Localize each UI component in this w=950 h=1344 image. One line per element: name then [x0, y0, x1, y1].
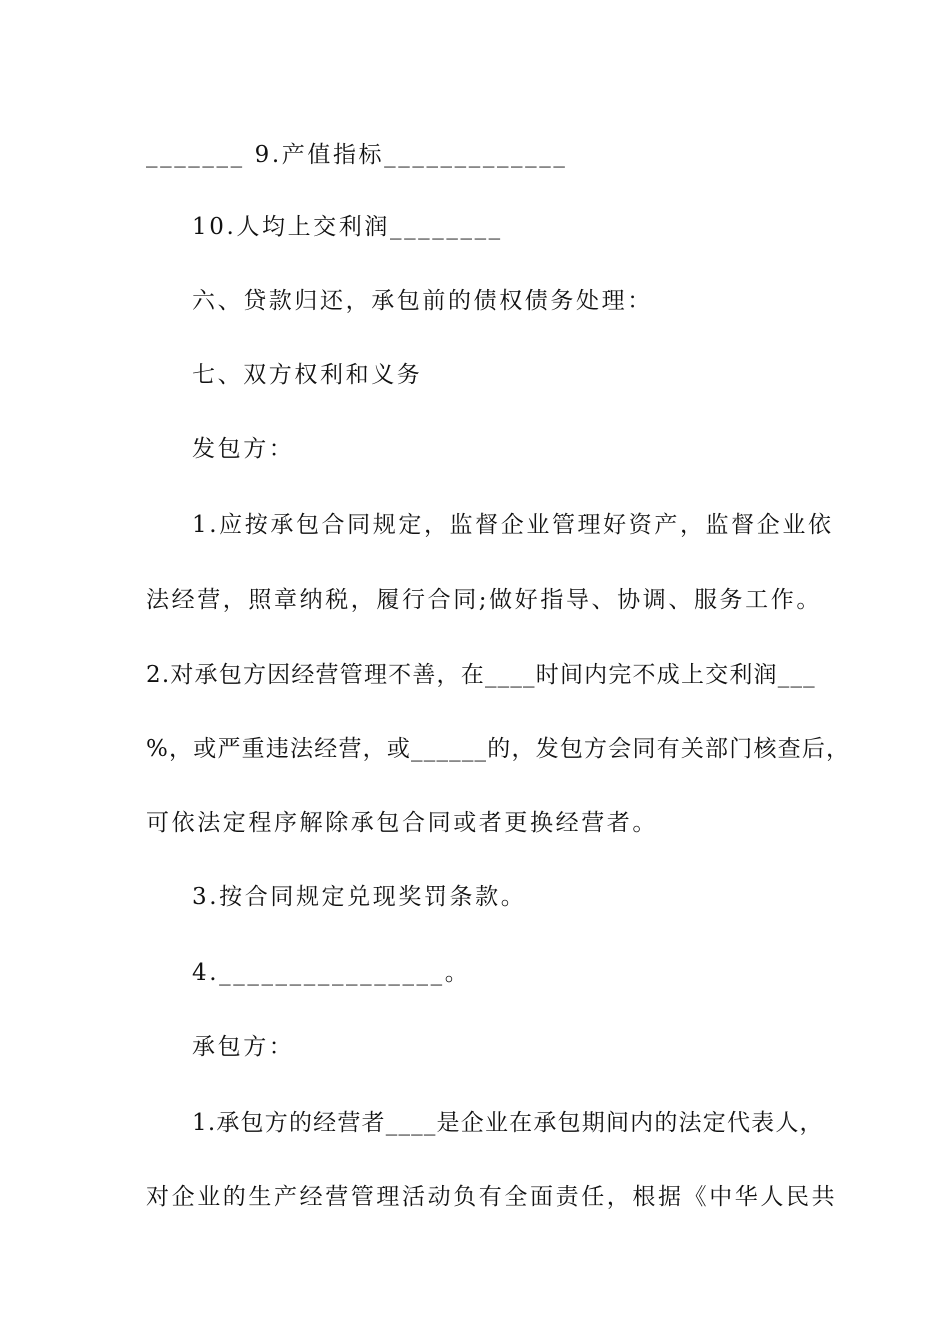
section-heading-loan-repayment: 六、贷款归还，承包前的债权债务处理： — [192, 288, 653, 314]
contractor-clause-line-1b: 对企业的生产经营管理活动负有全面责任，根据《中华人民共 — [146, 1184, 838, 1210]
clause-line-2c: 可依法定程序解除承包合同或者更换经营者。 — [146, 810, 658, 836]
clause-line-3: 3.按合同规定兑现奖罚条款。 — [192, 884, 527, 910]
subheading-contracting-party: 发包方： — [192, 436, 295, 462]
text-line-profit-per-capita: 10.人均上交利润________ — [192, 214, 503, 240]
subheading-contractor: 承包方： — [192, 1034, 295, 1060]
section-heading-rights-obligations: 七、双方权利和义务 — [192, 362, 423, 388]
clause-line-4: 4.________________。 — [192, 960, 471, 986]
clause-line-1a: 1.应按承包合同规定，监督企业管理好资产，监督企业依 — [192, 512, 834, 538]
clause-line-2b: %，或严重违法经营，或______的，发包方会同有关部门核查后， — [146, 736, 851, 762]
clause-line-2a: 2.对承包方因经营管理不善，在____时间内完不成上交利润___ — [146, 662, 816, 688]
clause-line-1b: 法经营，照章纳税，履行合同;做好指导、协调、服务工作。 — [146, 587, 822, 613]
text-line-production-value: _______ 9.产值指标_____________ — [146, 142, 568, 168]
contractor-clause-line-1a: 1.承包方的经营者____是企业在承包期间内的法定代表人， — [192, 1110, 824, 1136]
